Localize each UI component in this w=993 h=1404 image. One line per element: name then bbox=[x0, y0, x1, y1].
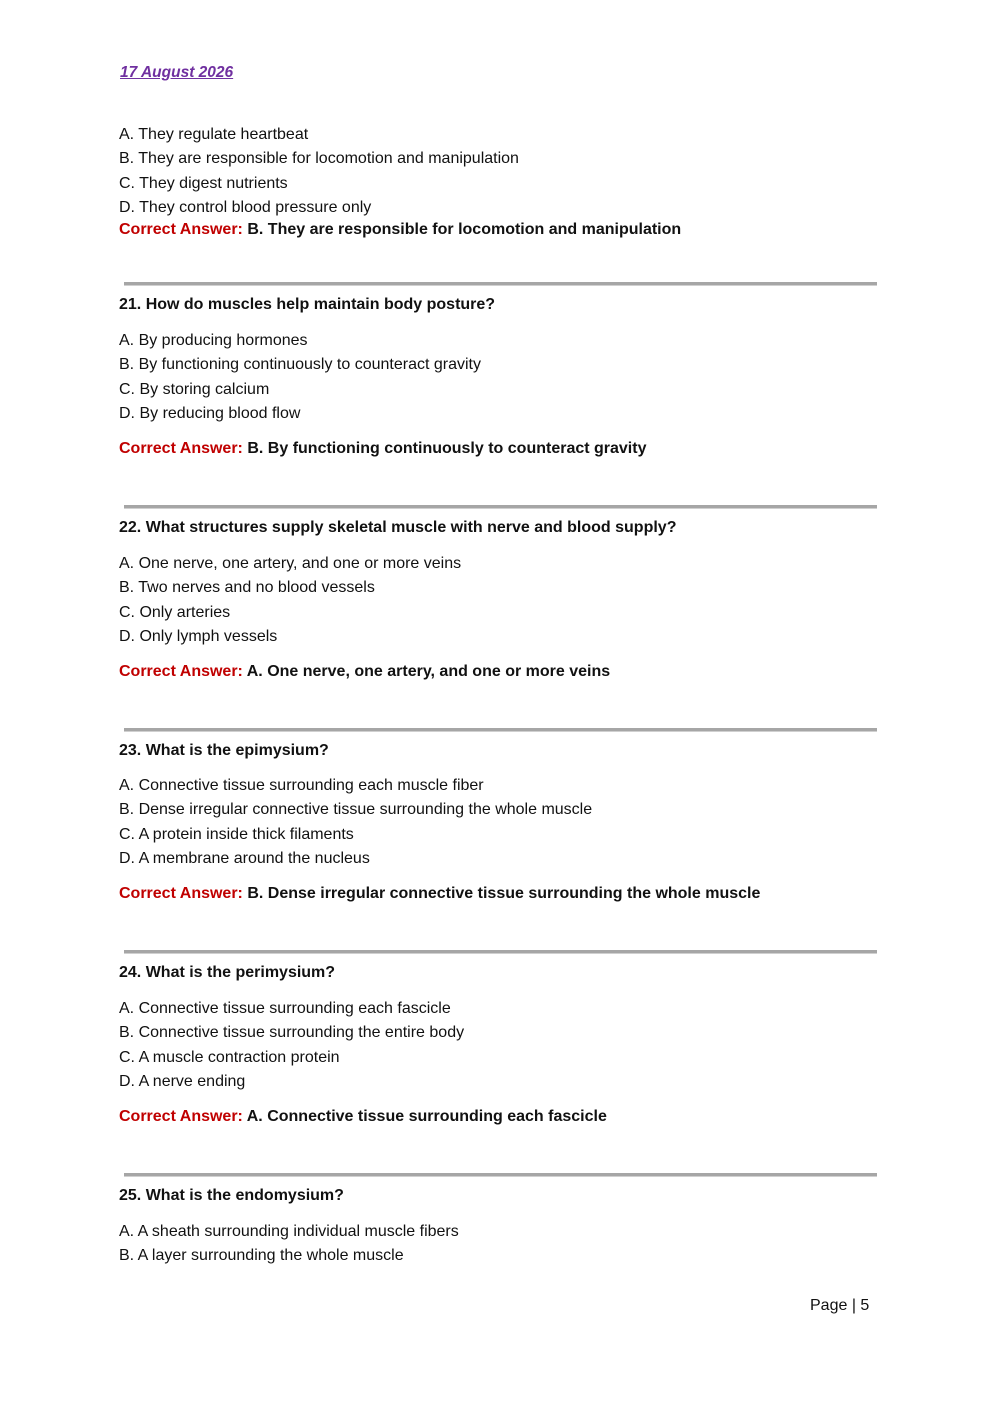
option-a: A. Connective tissue surrounding each muscle fiber bbox=[119, 777, 484, 794]
correct-answer bbox=[119, 1108, 879, 1126]
question-text: 25. What is the endomysium? bbox=[119, 1187, 344, 1204]
question-25 bbox=[119, 1187, 879, 1269]
option-b: B. Two nerves and no blood vessels bbox=[119, 579, 375, 597]
option-b: B. Dense irregular connective tissue surrounding the whole muscle bbox=[119, 801, 593, 819]
document-date: 17 August 2026 bbox=[120, 64, 234, 81]
option-d: D. A nerve ending bbox=[119, 1072, 246, 1090]
question-text: 21. How do muscles help maintain body posture? bbox=[119, 296, 496, 313]
question-22 bbox=[119, 519, 879, 681]
correct-answer-text: B. Dense irregular connective tissue surrounding the whole muscle bbox=[247, 885, 761, 903]
option-c: C. A muscle contraction protein bbox=[119, 1048, 340, 1066]
option-list bbox=[119, 997, 879, 1094]
correct-answer bbox=[119, 663, 879, 681]
correct-answer bbox=[119, 221, 879, 239]
option-c: C. Only arteries bbox=[119, 603, 231, 621]
option-d: D. By reducing blood flow bbox=[119, 404, 301, 422]
option-c: C. They digest nutrients bbox=[119, 174, 288, 192]
correct-answer-text: B. They are responsible for locomotion and manipulation bbox=[247, 221, 682, 239]
correct-answer-label: Correct Answer: bbox=[119, 221, 243, 239]
option-d: D. A membrane around the nucleus bbox=[119, 849, 370, 867]
correct-answer-text: B. By functioning continuously to counteract gravity bbox=[247, 440, 647, 458]
divider bbox=[124, 950, 877, 954]
question-21 bbox=[119, 296, 879, 458]
divider bbox=[124, 1173, 877, 1177]
option-a: A. By producing hormones bbox=[119, 332, 308, 349]
question-23 bbox=[119, 742, 879, 903]
correct-answer bbox=[119, 885, 879, 903]
question-text: 22. What structures supply skeletal muscle with nerve and blood supply? bbox=[119, 519, 677, 536]
option-a: A. Connective tissue surrounding each fascicle bbox=[119, 1000, 451, 1017]
divider bbox=[124, 728, 877, 732]
option-a: A. They regulate heartbeat bbox=[119, 126, 309, 143]
option-a: A. One nerve, one artery, and one or more veins bbox=[119, 555, 462, 572]
question-text: 23. What is the epimysium? bbox=[119, 742, 329, 759]
option-b: B. A layer surrounding the whole muscle bbox=[119, 1247, 404, 1265]
correct-answer-label: Correct Answer: bbox=[119, 1108, 243, 1126]
correct-answer bbox=[119, 440, 879, 458]
question-20-continued bbox=[119, 123, 879, 239]
option-list bbox=[119, 552, 879, 649]
option-d: D. They control blood pressure only bbox=[119, 198, 372, 216]
correct-answer-label: Correct Answer: bbox=[119, 885, 243, 903]
correct-answer-label: Correct Answer: bbox=[119, 440, 243, 458]
option-c: C. By storing calcium bbox=[119, 380, 270, 398]
divider bbox=[124, 282, 877, 286]
question-text: 24. What is the perimysium? bbox=[119, 964, 336, 981]
divider bbox=[124, 505, 877, 509]
page-number: Page | 5 bbox=[810, 1297, 870, 1314]
option-b: B. They are responsible for locomotion and manipulation bbox=[119, 150, 519, 168]
option-list bbox=[119, 774, 879, 871]
correct-answer-text: A. Connective tissue surrounding each fascicle bbox=[246, 1108, 607, 1126]
question-24 bbox=[119, 964, 879, 1126]
option-a: A. A sheath surrounding individual muscle fibers bbox=[119, 1223, 459, 1240]
option-b: B. By functioning continuously to counteract gravity bbox=[119, 356, 481, 374]
option-list bbox=[119, 329, 879, 426]
correct-answer-label: Correct Answer: bbox=[119, 663, 243, 681]
option-c: C. A protein inside thick filaments bbox=[119, 825, 354, 843]
option-list bbox=[119, 1220, 879, 1269]
option-b: B. Connective tissue surrounding the entire body bbox=[119, 1024, 465, 1042]
option-d: D. Only lymph vessels bbox=[119, 627, 278, 645]
correct-answer-text: A. One nerve, one artery, and one or more veins bbox=[246, 663, 611, 681]
